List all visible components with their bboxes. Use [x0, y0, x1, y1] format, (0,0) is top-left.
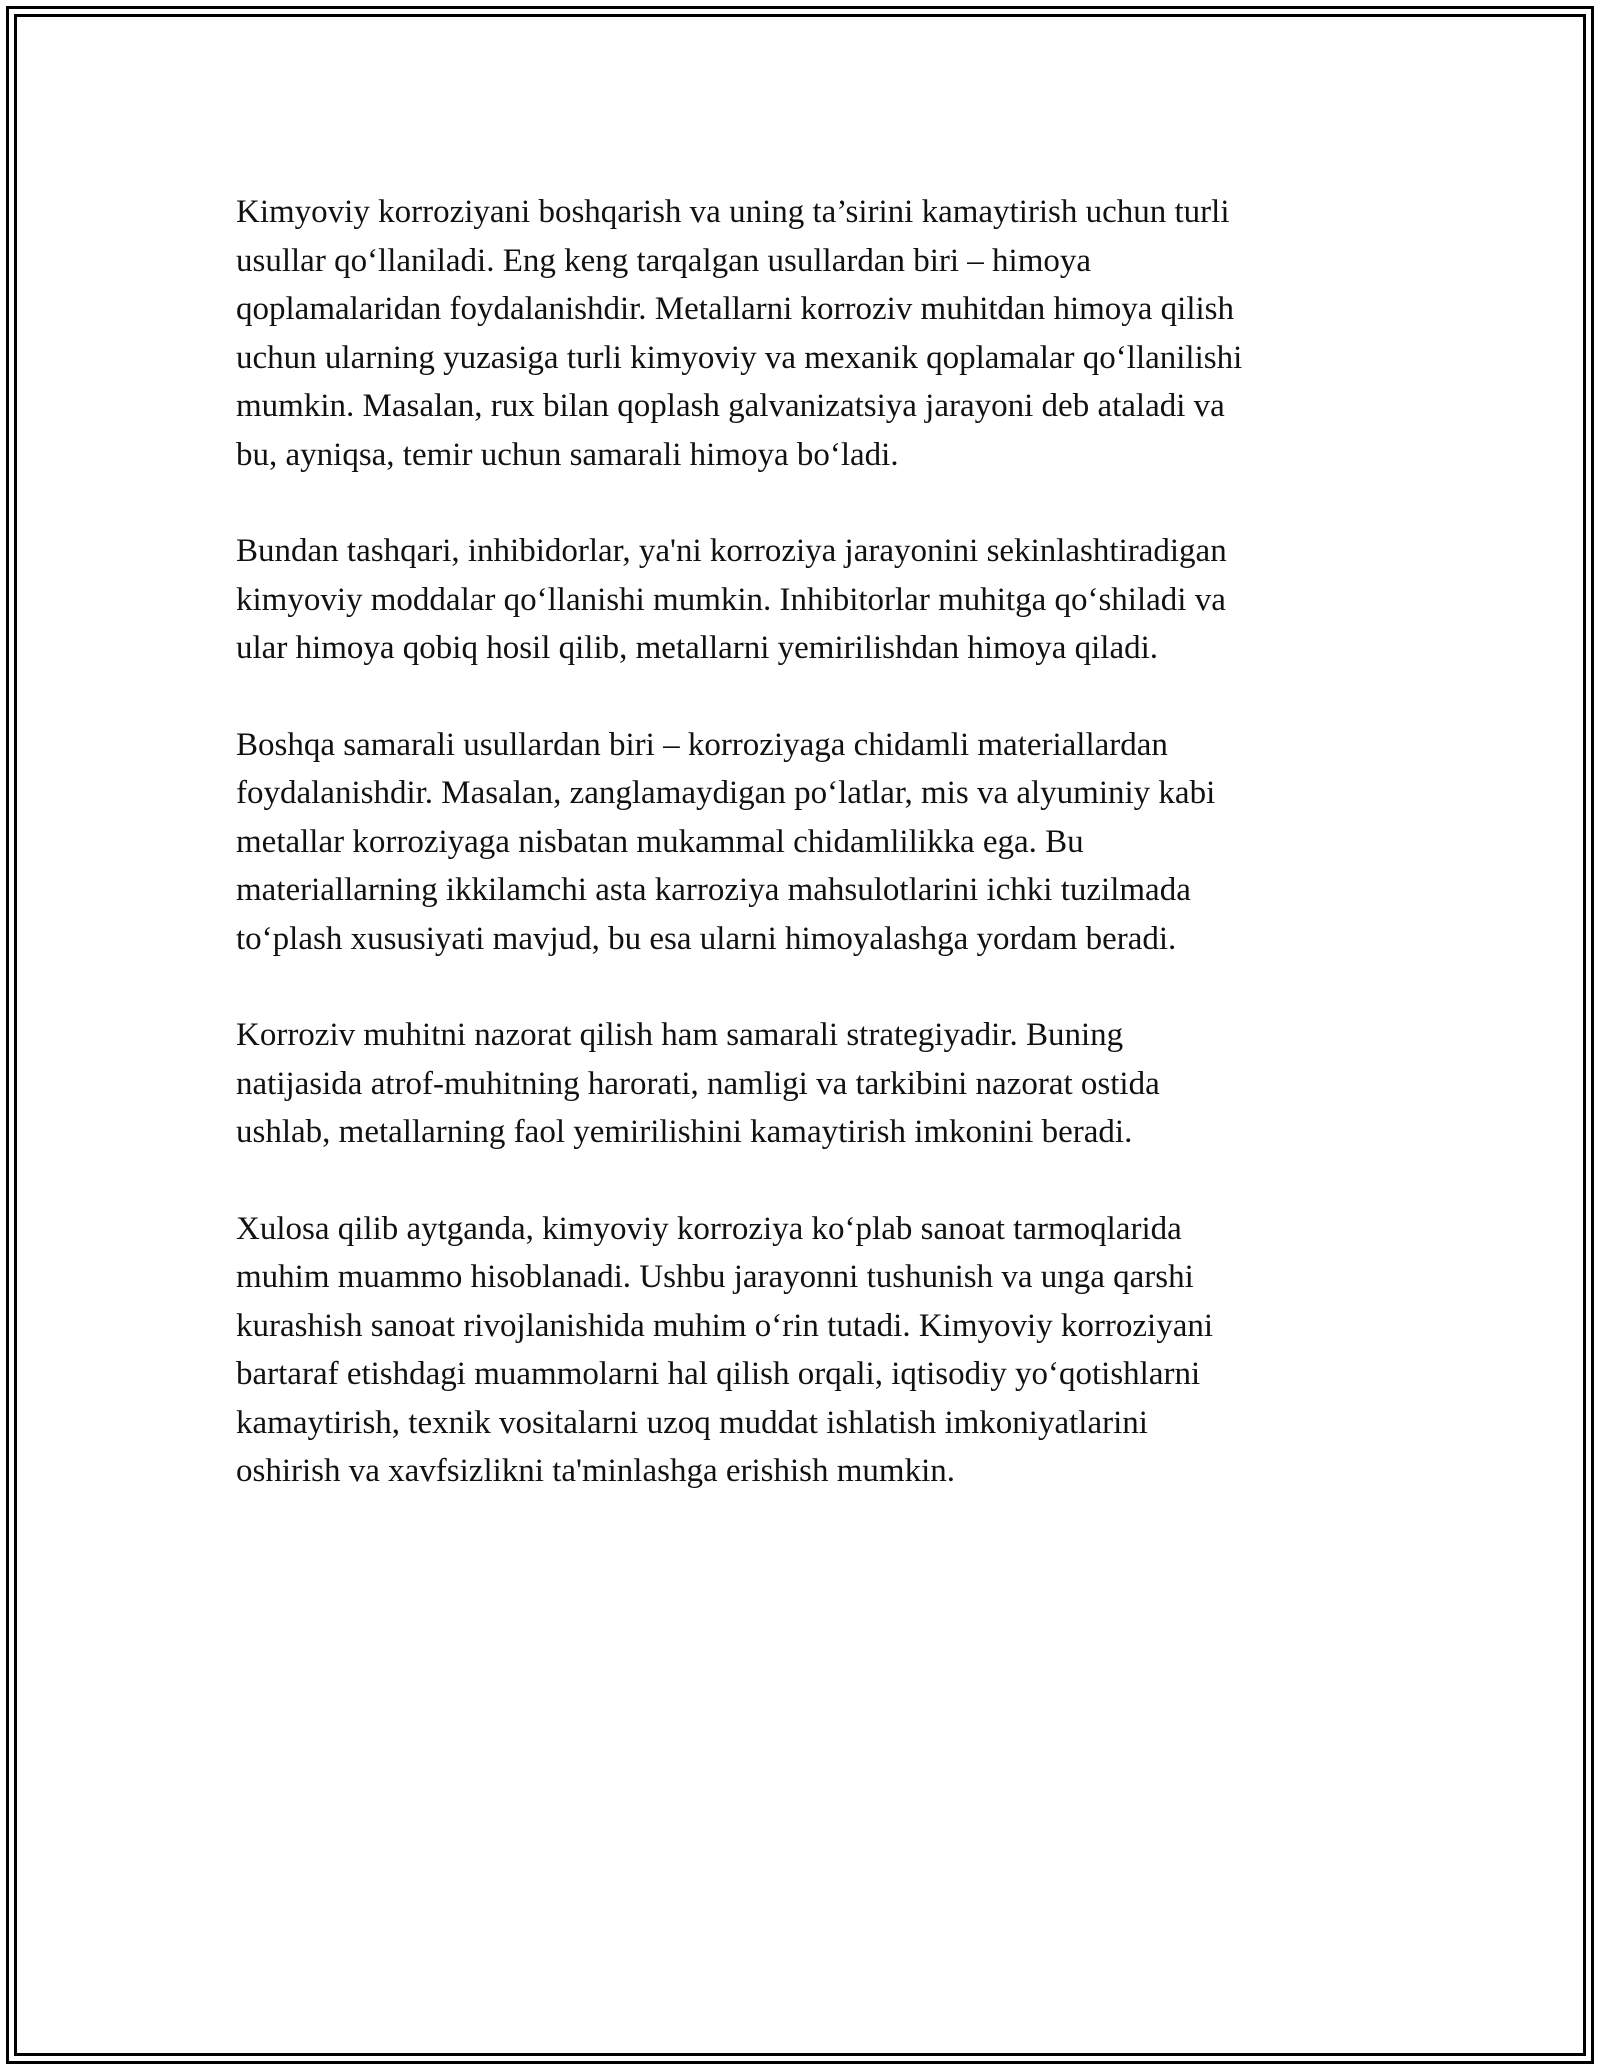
text-line: Kimyoviy korroziyani boshqarish va uning ta’sirini kamaytirish uchun turli — [236, 194, 1230, 230]
paragraph-2 — [236, 527, 1366, 673]
text-line: qoplamalaridan foydalanishdir. Metallarni korroziv muhitdan himoya qilish — [236, 291, 1235, 327]
text-line: bu, ayniqsa, temir uchun samarali himoya bo‘ladi. — [236, 436, 899, 473]
text-line: Korroziv muhitni nazorat qilish ham samarali strategiyadir. Buning — [236, 1017, 1124, 1053]
text-line: metallar korroziyaga nisbatan mukammal chidamlilikka ega. Bu — [236, 823, 1084, 860]
paragraph-1 — [236, 188, 1366, 479]
text-line: natijasida atrof-muhitning harorati, namligi va tarkibini nazorat ostida — [236, 1065, 1160, 1102]
text-line: mumkin. Masalan, rux bilan qoplash galvanizatsiya jarayoni deb ataladi va — [236, 388, 1225, 424]
paragraph-4 — [236, 1011, 1366, 1157]
text-line: usullar qo‘llaniladi. Eng keng tarqalgan usullardan biri – himoya — [236, 242, 1092, 279]
text-line: foydalanishdir. Masalan, zanglamaydigan po‘latlar, mis va alyuminiy kabi — [236, 775, 1216, 811]
text-line: Xulosa qilib aytganda, kimyoviy korroziya ko‘plab sanoat tarmoqlarida — [236, 1210, 1182, 1247]
document-body — [236, 188, 1366, 1544]
text-line: Bundan tashqari, inhibidorlar, ya'ni korroziya jarayonini sekinlashtiradigan — [236, 533, 1227, 569]
text-line: kurashish sanoat rivojlanishida muhim o‘rin tutadi. Kimyoviy korroziyani — [236, 1307, 1214, 1344]
text-line: muhim muammo hisoblanadi. Ushbu jarayonni tushunish va unga qarshi — [236, 1259, 1194, 1295]
paragraph-3 — [236, 721, 1366, 964]
text-line: Boshqa samarali usullardan biri – korroziyaga chidamli materiallardan — [236, 726, 1168, 763]
text-line: kamaytirish, texnik vositalarni uzoq muddat ishlatish imkoniyatlarini — [236, 1404, 1148, 1441]
text-line: kimyoviy moddalar qo‘llanishi mumkin. Inhibitorlar muhitga qo‘shiladi va — [236, 581, 1226, 618]
text-line: materiallarning ikkilamchi asta karroziya mahsulotlarini ichki tuzilmada — [236, 872, 1191, 908]
text-line: uchun ularning yuzasiga turli kimyoviy va mexanik qoplamalar qo‘llanilishi — [236, 339, 1243, 376]
text-line: oshirish va xavfsizlikni ta'minlashga erishish mumkin. — [236, 1453, 956, 1489]
text-line: to‘plash xususiyati mavjud, bu esa ularni himoyalashga yordam beradi. — [236, 920, 1177, 957]
text-line: ular himoya qobiq hosil qilib, metallarni yemirilishdan himoya qiladi. — [236, 630, 1159, 666]
text-line: ushlab, metallarning faol yemirilishini kamaytirish imkonini beradi. — [236, 1114, 1133, 1150]
paragraph-5 — [236, 1205, 1366, 1496]
text-line: bartaraf etishdagi muammolarni hal qilish orqali, iqtisodiy yo‘qotishlarni — [236, 1356, 1201, 1392]
